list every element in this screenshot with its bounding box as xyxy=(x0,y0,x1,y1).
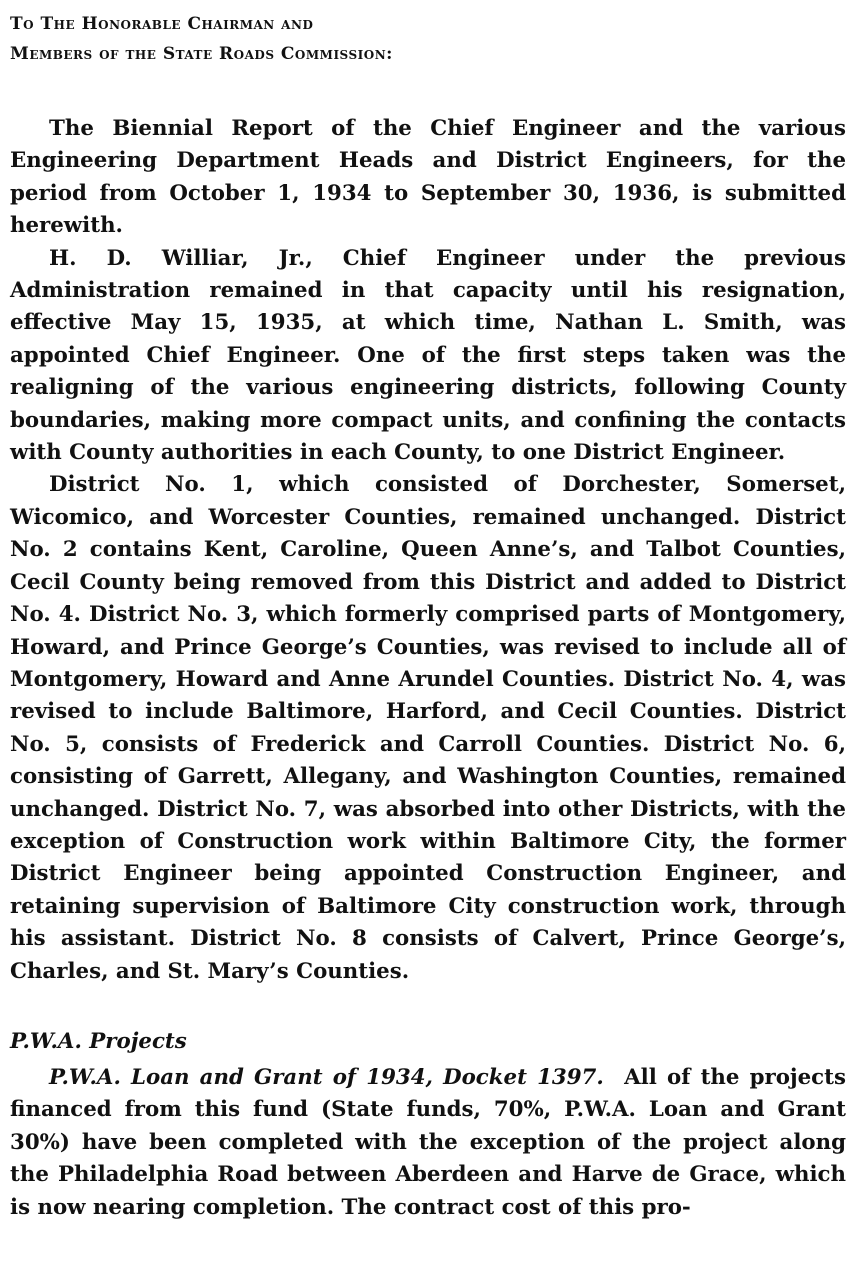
salutation-line-2: Members of the State Roads Commission: xyxy=(10,44,393,64)
salutation xyxy=(10,9,846,69)
paragraph-pwa-loan xyxy=(10,1062,846,1224)
pwa-loan-lead: P.W.A. Loan and Grant of 1934, Docket 1397. xyxy=(49,1064,604,1090)
salutation-line-1: To The Honorable Chairman and xyxy=(10,14,314,34)
paragraph-submission: The Biennial Report of the Chief Engineer and the various Engineering Department Heads and District Engineers, for the period from October 1, 1934 to September 30, 1936, is submitted herewith. xyxy=(10,116,846,239)
pwa-loan-text: All of the projects financed from this fund (State funds, 70%, P.W.A. Loan and Grant 30%) have been completed with the exception of the project along the Philadelphia Road between Aberdeen and Harve de Grace, which is now nearing completion. The contract cost of this pro- xyxy=(10,1064,846,1220)
document-page xyxy=(10,0,846,1224)
section-heading-pwa-projects: P.W.A. Projects xyxy=(10,1028,187,1054)
paragraph-chief-engineer: H. D. Williar, Jr., Chief Engineer under the previous Administration remained in that capacity until his resignation, effective May 15, 1935, at which time, Nathan L. Smith, was appointed Chief Engineer. One of the first steps taken was the realigning of the various engineering districts, following County boundaries, making more compact units, and confining the contacts with County authorities in each County, to one District Engineer. xyxy=(10,245,846,466)
report-body xyxy=(10,113,846,1224)
paragraph-districts: District No. 1, which consisted of Dorchester, Somerset, Wicomico, and Worcester Counties, remained unchanged. District No. 2 contains Kent, Caroline, Queen Anne’s, and Talbot Counties, Cecil County being removed from this District and added to District No. 4. District No. 3, which formerly comprised parts of Montgomery, Howard, and Prince George’s Counties, was revised to include all of Montgomery, Howard and Anne Arundel Counties. District No. 4, was revised to include Baltimore, Harford, and Cecil Counties. District No. 5, consists of Frederick and Carroll Counties. District No. 6, consisting of Garrett, Allegany, and Washington Counties, remained unchanged. District No. 7, was absorbed into other Districts, with the exception of Construction work within Baltimore City, the former District Engineer being appointed Construction Engineer, and retaining supervision of Baltimore City construction work, through his assistant. District No. 8 consists of Calvert, Prince George’s, Charles, and St. Mary’s Counties. xyxy=(10,472,846,984)
